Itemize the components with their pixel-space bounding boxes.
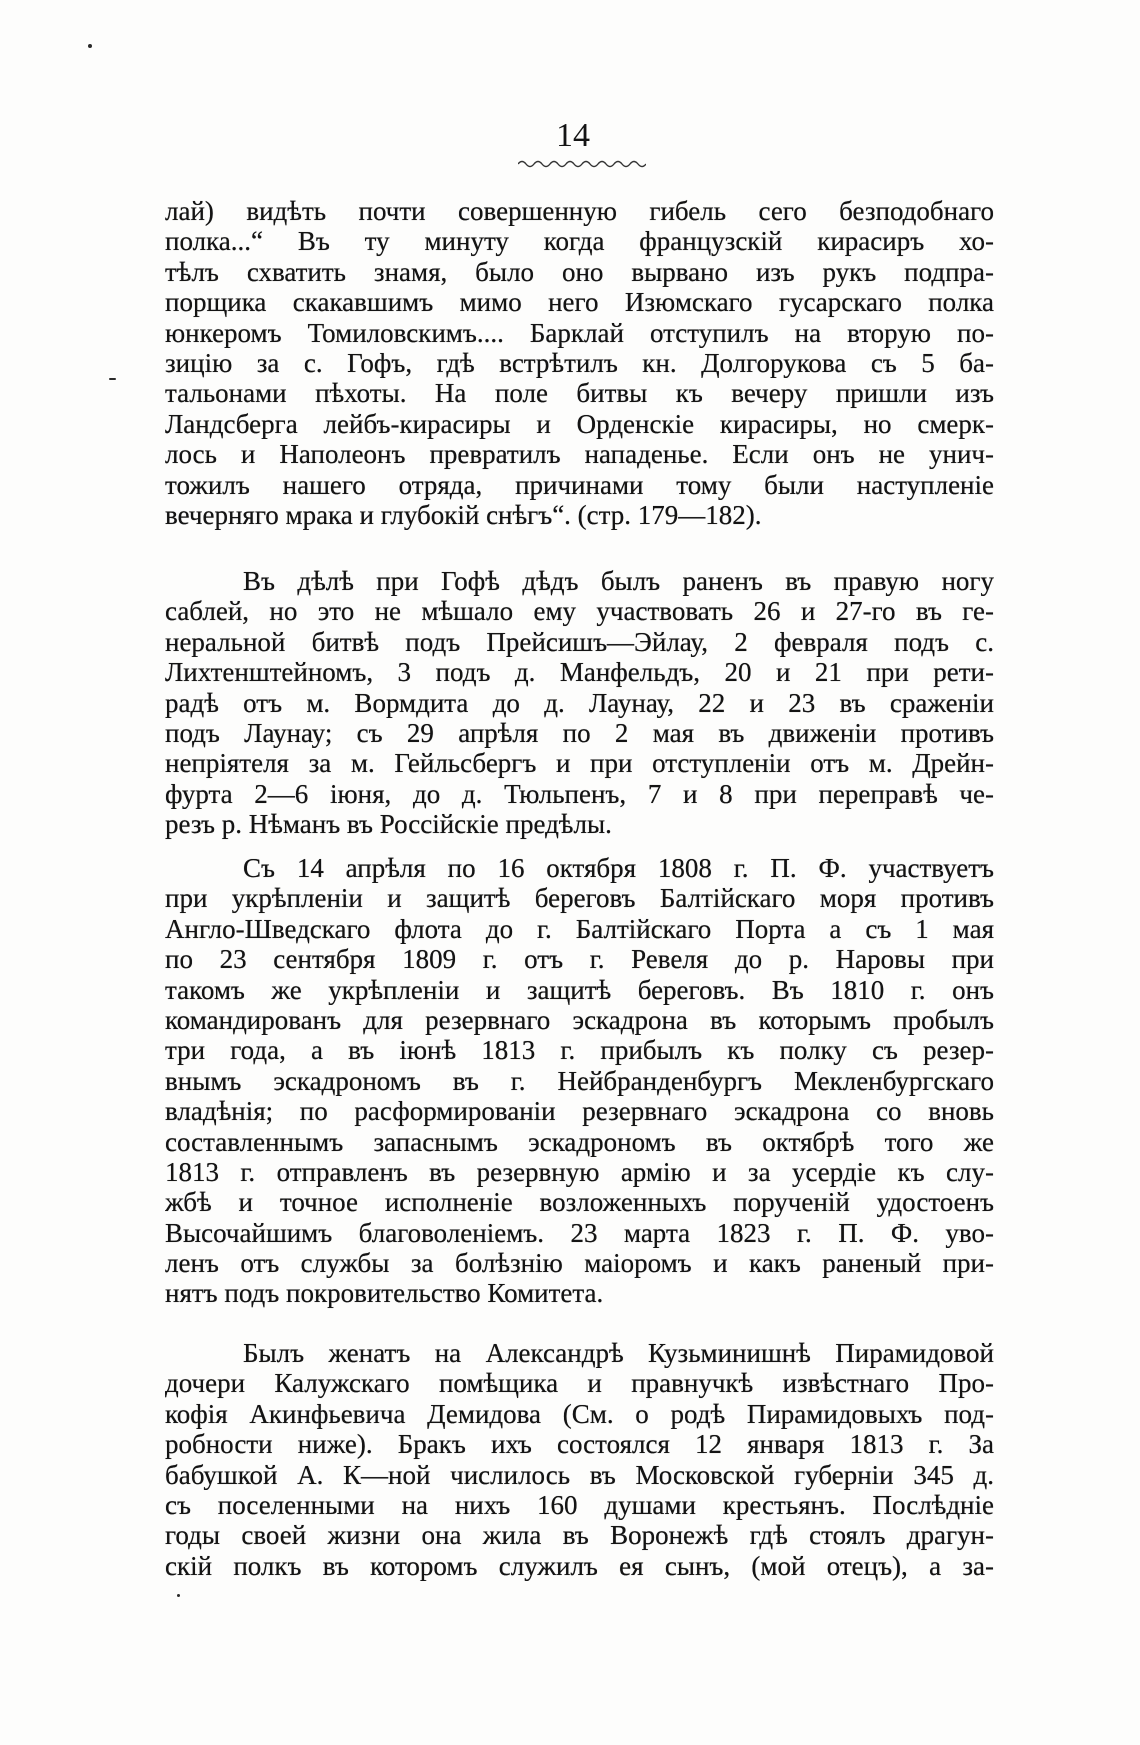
- text-line: скій полкъ въ которомъ служилъ ея сынъ, (мой отецъ), а за-: [165, 1550, 994, 1581]
- paragraph: [165, 566, 994, 840]
- text-line: нятъ подъ покровительство Комитета.: [165, 1278, 604, 1309]
- text-line: такомъ же укрѣпленіи и защитѣ береговъ. Въ 1810 г. онъ: [165, 974, 994, 1005]
- text-line: лось и Наполеонъ превратилъ нападенье. Если онъ не унич-: [165, 439, 994, 470]
- text-line: робности ниже). Бракъ ихъ состоялся 12 января 1813 г. За: [165, 1429, 994, 1460]
- text-line: ленъ отъ службы за болѣзнію маіоромъ и какъ раненый при-: [165, 1248, 994, 1279]
- text-line: Англо-Шведскаго флота до г. Балтійскаго Порта а съ 1 мая: [165, 913, 994, 944]
- text-line: внымъ эскадрономъ въ г. Нейбранденбургъ Мекленбургскаго: [165, 1065, 994, 1096]
- text-line: жбѣ и точное исполненіе возложенныхъ порученій удостоенъ: [165, 1187, 994, 1218]
- text-line: фурта 2—6 іюня, до д. Тюльпенъ, 7 и 8 при переправѣ че-: [165, 778, 994, 809]
- paragraph: [165, 1338, 994, 1581]
- page-number: 14: [556, 117, 590, 154]
- text-line: Былъ женатъ на Александрѣ Кузьминишнѣ Пирамидовой: [243, 1338, 994, 1368]
- text-line: три года, а въ іюнѣ 1813 г. прибылъ къ полку съ резер-: [165, 1035, 994, 1066]
- text-line: юнкеромъ Томиловскимъ.... Барклай отступилъ на вторую по-: [165, 317, 994, 348]
- text-line: составленнымъ запаснымъ эскадрономъ въ октябрѣ того же: [165, 1126, 994, 1157]
- text-line: бабушкой А. К—ной числилось въ Московской губерніи 345 д.: [165, 1459, 994, 1490]
- text-line: дочери Калужскаго помѣщика и правнучкѣ извѣстнаго Про-: [165, 1368, 994, 1399]
- text-line: вечерняго мрака и глубокій снѣгъ“. (стр. 179—182).: [165, 499, 762, 530]
- text-line: Ландсберга лейбъ-кирасиры и Орденскіе кирасиры, но смерк-: [165, 408, 994, 439]
- text-line: зицію за с. Гофъ, гдѣ встрѣтилъ кн. Долгорукова съ 5 ба-: [165, 347, 994, 378]
- text-line: Лихтенштейномъ, 3 подъ д. Манфельдъ, 20 и 21 при рети-: [165, 657, 994, 688]
- text-line: резъ р. Нѣманъ въ Россійскіе предѣлы.: [165, 809, 612, 840]
- text-line: Съ 14 апрѣля по 16 октября 1808 г. П. Ф. участвуетъ: [243, 853, 994, 883]
- text-line: Въ дѣлѣ при Гофѣ дѣдъ былъ раненъ въ правую ногу: [243, 566, 994, 596]
- page-number-ornament: [518, 158, 646, 170]
- text-line: порщика скакавшимъ мимо него Изюмскаго гусарскаго полка: [165, 287, 994, 318]
- text-line: тѣлъ схватить знамя, было оно вырвано изъ рукъ подпра-: [165, 256, 994, 287]
- text-line: неральной битвѣ подъ Прейсишъ—Эйлау, 2 февраля подъ с.: [165, 626, 994, 657]
- text-line: кофія Акинфьевича Демидова (См. о родѣ Пирамидовыхъ под-: [165, 1398, 994, 1429]
- text-line: по 23 сентября 1809 г. отъ г. Ревеля до р. Наровы при: [165, 944, 994, 975]
- text-line: радѣ отъ м. Вормдита до д. Лаунау, 22 и 23 въ сраженіи: [165, 687, 994, 718]
- text-line: полка...“ Въ ту минуту когда французскій кирасиръ хо-: [165, 226, 994, 257]
- text-line: 1813 г. отправленъ въ резервную армію и за усердіе къ слу-: [165, 1156, 994, 1187]
- text-line: тальонами пѣхоты. На поле битвы къ вечеру пришли изъ: [165, 378, 994, 409]
- text-line: командированъ для резервнаго эскадрона въ которымъ пробылъ: [165, 1004, 994, 1035]
- scan-speck: [88, 44, 92, 48]
- paragraph: [165, 196, 994, 530]
- text-line: подъ Лаунау; съ 29 апрѣля по 2 мая въ движеніи противъ: [165, 717, 994, 748]
- text-line: саблей, но это не мѣшало ему участвовать 26 и 27-го въ ге-: [165, 596, 994, 627]
- text-line: годы своей жизни она жила въ Воронежѣ гдѣ стоялъ драгун-: [165, 1520, 994, 1551]
- text-line: непріятеля за м. Гейльсбергъ и при отступленіи отъ м. Дрейн-: [165, 748, 994, 779]
- scan-speck: [109, 378, 116, 380]
- scan-speck: [177, 1594, 180, 1597]
- paragraph: [165, 853, 994, 1309]
- text-line: съ поселенными на нихъ 160 душами крестьянъ. Послѣдніе: [165, 1489, 994, 1520]
- text-line: лай) видѣть почти совершенную гибель сего безподобнаго: [165, 196, 994, 226]
- text-line: тожилъ нашего отряда, причинами тому были наступленіе: [165, 469, 994, 500]
- text-line: при укрѣпленіи и защитѣ береговъ Балтійскаго моря противъ: [165, 883, 994, 914]
- text-line: Высочайшимъ благоволеніемъ. 23 марта 1823 г. П. Ф. уво-: [165, 1217, 994, 1248]
- text-line: владѣнія; по расформированіи резервнаго эскадрона со вновь: [165, 1096, 994, 1127]
